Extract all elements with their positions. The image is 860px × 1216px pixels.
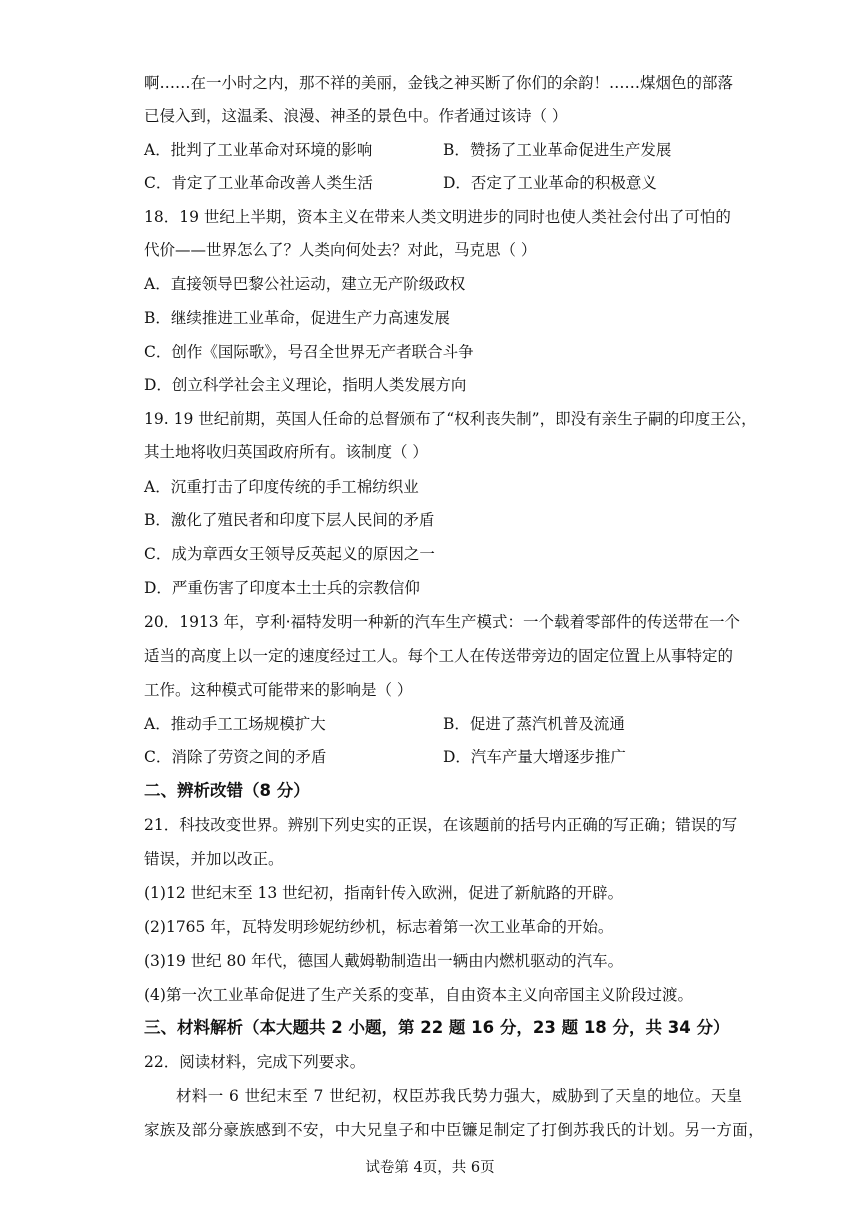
section-2-heading: 二、辨析改错（8 分） <box>144 781 310 800</box>
q20-option-c: C．消除了劳资之间的矛盾 <box>144 748 327 766</box>
section-3-heading: 三、材料解析（本大题共 2 小题，第 22 题 16 分，23 题 18 分，共 34 分） <box>144 1018 730 1037</box>
q17-stem-line-2: 已侵入到，这温柔、浪漫、神圣的景色中。作者通过该诗（ ） <box>144 107 568 125</box>
q20-option-b: B．促进了蒸汽机普及流通 <box>443 715 625 733</box>
q20-option-a: A．推动手工工场规模扩大 <box>144 715 326 733</box>
material-1-line-1: 材料一 6 世纪末至 7 世纪初，权臣苏我氏势力强大，威胁到了天皇的地位。天皇 <box>176 1087 743 1105</box>
material-1-line-2: 家族及部分豪族感到不安，中大兄皇子和中臣镰足制定了打倒苏我氏的计划。另一方面， <box>144 1121 765 1139</box>
q21-stem-line-1: 21．科技改变世界。辨别下列史实的正误，在该题前的括号内正确的写正确；错误的写 <box>144 816 738 834</box>
q21-item-1: (1)12 世纪末至 13 世纪初，指南针传入欧洲，促进了新航路的开辟。 <box>144 884 624 902</box>
q19-option-b: B．激化了殖民者和印度下层人民间的矛盾 <box>144 511 435 529</box>
q18-option-c: C．创作《国际歌》，号召全世界无产者联合斗争 <box>144 343 474 361</box>
q17-option-c: C．肯定了工业革命改善人类生活 <box>144 174 373 192</box>
q18-option-b: B．继续推进工业革命，促进生产力高速发展 <box>144 309 450 327</box>
q20-option-d: D．汽车产量大增逐步推广 <box>443 748 626 766</box>
q18-stem-line-2: 代价——世界怎么了？人类向何处去？对此，马克思（ ） <box>144 241 537 259</box>
q18-stem-line-1: 18．19 世纪上半期，资本主义在带来人类文明进步的同时也使人类社会付出了可怕的 <box>144 208 731 226</box>
q21-stem-line-2: 错误，并加以改正。 <box>144 850 284 868</box>
q19-option-c: C．成为章西女王领导反英起义的原因之一 <box>144 545 435 563</box>
q21-item-4: (4)第一次工业革命促进了生产关系的变革，自由资本主义向帝国主义阶段过渡。 <box>144 986 693 1004</box>
q17-stem-line-1: 啊……在一小时之内，那不祥的美丽，金钱之神买断了你们的余韵！……煤烟色的部落 <box>144 74 734 92</box>
q21-item-2: (2)1765 年，瓦特发明珍妮纺纱机，标志着第一次工业革命的开始。 <box>144 918 614 936</box>
q17-option-b: B．赞扬了工业革命促进生产发展 <box>443 141 672 159</box>
q20-stem-line-3: 工作。这种模式可能带来的影响是（ ） <box>144 681 413 699</box>
q20-stem-line-2: 适当的高度上以一定的速度经过工人。每个工人在传送带旁边的固定位置上从事特定的 <box>144 647 734 665</box>
q18-option-a: A．直接领导巴黎公社运动，建立无产阶级政权 <box>144 275 466 293</box>
q22-stem: 22．阅读材料，完成下列要求。 <box>144 1053 366 1071</box>
q19-option-a: A．沉重打击了印度传统的手工棉纺织业 <box>144 478 419 496</box>
q20-stem-line-1: 20．1913 年，亨利·福特发明一种新的汽车生产模式：一个载着零部件的传送带在一个 <box>144 613 741 631</box>
q17-option-d: D．否定了工业革命的积极意义 <box>443 174 657 192</box>
q21-item-3: (3)19 世纪 80 年代，德国人戴姆勒制造出一辆由内燃机驱动的汽车。 <box>144 952 624 970</box>
q19-stem-line-2: 其土地将收归英国政府所有。该制度（ ） <box>144 443 428 461</box>
q19-option-d: D．严重伤害了印度本土士兵的宗教信仰 <box>144 579 420 597</box>
q18-option-d: D．创立科学社会主义理论，指明人类发展方向 <box>144 376 467 394</box>
q19-stem-line-1: 19. 19 世纪前期，英国人任命的总督颁布了“权利丧失制”，即没有亲生子嗣的印度王公， <box>144 410 757 428</box>
page-footer: 试卷第 4页，共 6页 <box>365 1160 495 1176</box>
q17-option-a: A．批判了工业革命对环境的影响 <box>144 141 373 159</box>
